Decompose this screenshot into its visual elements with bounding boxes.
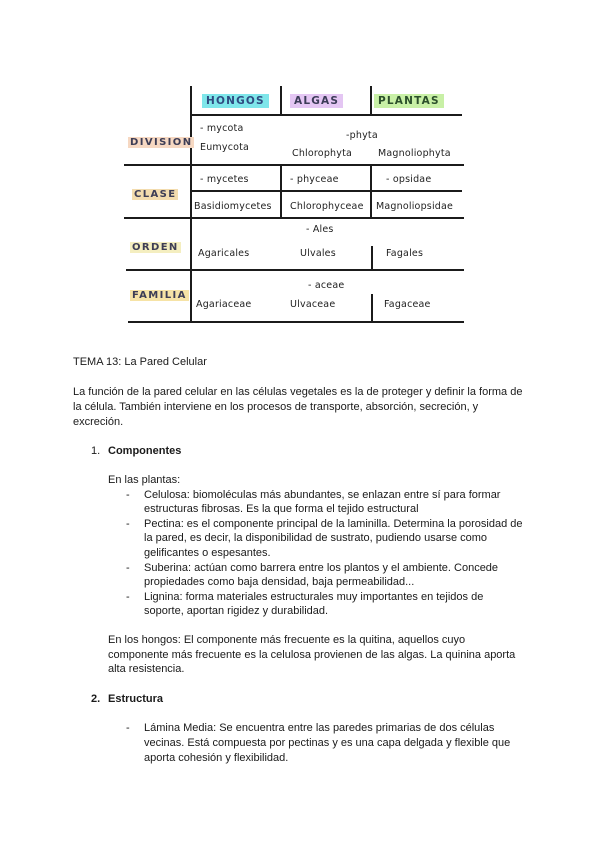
familia-shared-suffix: - aceae bbox=[308, 280, 345, 291]
bullet-line: Lignina: forma materiales estructurales muy importantes en tejidos de bbox=[144, 591, 484, 603]
table-line bbox=[280, 86, 282, 114]
intro-line: La función de la pared celular en las células vegetales es la de proteger y definir la forma de bbox=[73, 386, 523, 398]
division-fungi-suffix: - mycota bbox=[200, 123, 244, 134]
division-algae: Chlorophyta bbox=[292, 148, 353, 159]
orden-shared-suffix: - Ales bbox=[306, 224, 334, 235]
table-line bbox=[371, 246, 373, 270]
bullet-line: gelificantes o espesantes. bbox=[144, 547, 271, 559]
intro-line: la célula. También interviene en los procesos de transporte, absorción, secreción, y bbox=[73, 401, 479, 413]
header-plantas: PLANTAS bbox=[374, 94, 444, 108]
bullet-line: Celulosa: biomoléculas más abundantes, se enlazan entre sí para formar bbox=[144, 489, 501, 501]
table-line bbox=[190, 86, 192, 322]
bullet-line: propiedades como baja densidad, baja permeabilidad... bbox=[144, 576, 415, 588]
fungi-line: componente más frecuente es la celulosa provienen de las algas. La quinina aporta bbox=[108, 649, 516, 661]
bullet-line: la pared, es decir, la disponibilidad de sustrato, pudiendo usarse como bbox=[144, 532, 488, 544]
bullet-dash: - bbox=[126, 562, 130, 574]
bullet-dash: - bbox=[126, 489, 130, 501]
division-shared-suffix: -phyta bbox=[346, 130, 378, 141]
clase-plants-suffix: - opsidae bbox=[386, 174, 432, 185]
clase-fungi: Basidiomycetes bbox=[194, 201, 272, 212]
clase-plants: Magnoliopsidae bbox=[376, 201, 454, 212]
table-line bbox=[124, 164, 464, 166]
table-line bbox=[190, 190, 462, 192]
fungi-line: En los hongos: El componente más frecuente es la quitina, aquellos cuyo bbox=[108, 634, 466, 646]
intro-line: excreción. bbox=[73, 416, 124, 428]
table-line bbox=[190, 114, 462, 116]
table-line bbox=[126, 269, 464, 271]
division-plants: Magnoliophyta bbox=[378, 148, 451, 159]
row-label-clase: CLASE bbox=[134, 189, 177, 200]
row-label-familia: FAMILIA bbox=[132, 290, 187, 301]
fungi-line: alta resistencia. bbox=[108, 663, 185, 675]
table-line bbox=[280, 165, 282, 217]
orden-fungi: Agaricales bbox=[198, 248, 250, 259]
section-heading-estructura: Estructura bbox=[108, 693, 164, 705]
bullet-line: vecinas. Está compuesta por pectinas y es una capa delgada y flexible que bbox=[144, 737, 511, 749]
bullet-line: Suberina: actúan como barrera entre los plantos y el ambiente. Concede bbox=[144, 562, 499, 574]
row-label-orden: ORDEN bbox=[132, 242, 179, 253]
section-number: 2. bbox=[91, 693, 101, 705]
table-line bbox=[370, 165, 372, 217]
clase-algae-suffix: - phyceae bbox=[290, 174, 339, 185]
clase-fungi-suffix: - mycetes bbox=[200, 174, 249, 185]
bullet-dash: - bbox=[126, 722, 130, 734]
familia-plants: Fagaceae bbox=[384, 299, 431, 310]
table-line bbox=[371, 294, 373, 322]
taxonomy-table bbox=[124, 86, 466, 324]
table-line bbox=[370, 86, 372, 114]
bullet-line: Lámina Media: Se encuentra entre las paredes primarias de dos células bbox=[144, 722, 495, 734]
bullet-line: estructuras fibrosas. Es la que forma el tejido estructural bbox=[144, 503, 419, 515]
familia-algae: Ulvaceae bbox=[290, 299, 336, 310]
clase-algae: Chlorophyceae bbox=[290, 201, 364, 212]
bullet-line: soporte, aportan rigidez y durabilidad. bbox=[144, 605, 329, 617]
row-label-division: DIVISION bbox=[130, 137, 193, 148]
page-title: TEMA 13: La Pared Celular bbox=[73, 356, 207, 368]
bullet-dash: - bbox=[126, 518, 130, 530]
bullet-line: aporta cohesión y flexibilidad. bbox=[144, 752, 289, 764]
orden-algae: Ulvales bbox=[300, 248, 336, 259]
plants-intro: En las plantas: bbox=[108, 474, 181, 486]
header-hongos: HONGOS bbox=[202, 94, 269, 108]
familia-fungi: Agariaceae bbox=[196, 299, 252, 310]
header-algas: ALGAS bbox=[290, 94, 343, 108]
table-line bbox=[128, 321, 464, 323]
bullet-line: Pectina: es el componente principal de la laminilla. Determina la porosidad de bbox=[144, 518, 523, 530]
section-number: 1. bbox=[91, 445, 101, 457]
section-heading-componentes: Componentes bbox=[108, 445, 182, 457]
table-line bbox=[124, 217, 464, 219]
bullet-dash: - bbox=[126, 591, 130, 603]
orden-plants: Fagales bbox=[386, 248, 424, 259]
division-fungi: Eumycota bbox=[200, 142, 250, 153]
